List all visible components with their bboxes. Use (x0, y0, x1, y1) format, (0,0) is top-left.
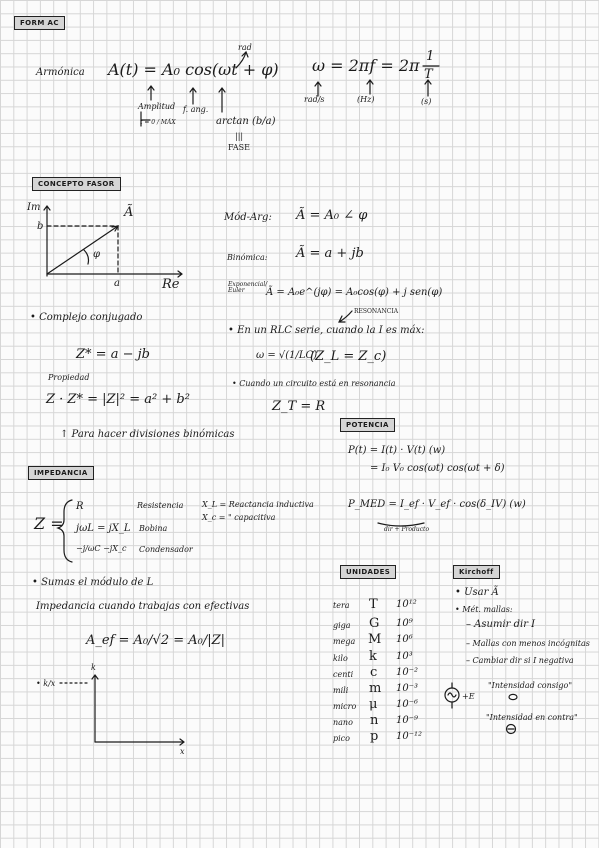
unit-power: 10⁻⁹ (396, 715, 419, 726)
mod-arg-formula: Ã = A₀ ∠ φ (296, 208, 368, 223)
tag-formulas: FORM AC (14, 16, 65, 30)
kirchhoff-b1: – Asumir dir I (466, 619, 536, 630)
unit-rad: rad/s (304, 95, 325, 104)
aef-formula: A_ef = A₀/√2 = A₀/|Z| (86, 633, 226, 648)
mod-arg-label: Mód-Arg: (224, 212, 272, 223)
unit-name: mili (333, 686, 349, 695)
power-instant: P(t) = I(t) · V(t) (w) (348, 445, 446, 456)
impedance-expr-r: R (76, 501, 84, 512)
unit-power: 10⁻³ (396, 683, 419, 694)
unit-power: 10¹² (396, 599, 417, 610)
kirchhoff-b2: – Mallas con menos incógnitas (466, 639, 590, 648)
exp-formula: Ã = A₀e^(jφ) = A₀cos(φ) + j sen(φ) (266, 287, 443, 298)
unit-symbol: c (370, 665, 378, 680)
freq-label: f. ang. (183, 105, 209, 114)
impedance-effective-note: Impedancia cuando trabajas con efectivas (36, 601, 250, 612)
harmonic-formula: A(t) = A₀ cos(ωt + φ) (108, 60, 279, 79)
k-axis-label: k (91, 663, 96, 672)
zt-formula: Z_T = R (272, 399, 326, 414)
phi-label: φ (93, 249, 101, 260)
quote-consigo: "Intensidad consigo" (488, 681, 573, 690)
unit-name: tera (333, 601, 350, 610)
unit-symbol: p (370, 729, 379, 744)
unit-name: micro (333, 702, 357, 711)
zl-zc: (Z_L = Z_c) (310, 349, 387, 364)
unit-symbol: M (368, 632, 382, 647)
impedance-expr-l: jωL = jX_L (76, 523, 131, 534)
source-label: +E (462, 692, 475, 701)
quote-en-contra: "Intensidad en contra" (486, 713, 578, 722)
axis-im-label: Im (27, 202, 41, 213)
unit-symbol: G (369, 616, 380, 631)
conjugate-title: • Complejo conjugado (30, 312, 143, 323)
a-label: a (114, 278, 120, 289)
sum-note: • Sumas el módulo de L (32, 577, 154, 588)
conjugate-identity: Z · Z* = |Z|² = a² + b² (46, 392, 190, 407)
unit-power: 10⁻¹² (396, 731, 423, 742)
unit-symbol: m (369, 681, 382, 696)
unit-power: 10⁹ (396, 618, 413, 629)
omega-formula: ω = 2πf = 2π (312, 56, 420, 75)
unit-name: nano (333, 718, 353, 727)
unit-symbol: μ (369, 697, 378, 712)
tag-kirchhoff: Kirchoff (453, 565, 500, 579)
binomial-label: Binómica: (227, 253, 268, 262)
tag-units: UNIDADES (340, 565, 396, 579)
unit-power: 10⁻² (396, 667, 419, 678)
unit-name: centi (333, 670, 354, 679)
unit-power: 10⁻⁶ (396, 699, 419, 710)
unit-hz: (Hz) (357, 95, 375, 104)
kirchhoff-mesh: • Mét. mallas: (455, 605, 513, 614)
tag-impedance: IMPEDANCIA (28, 466, 94, 480)
omega-res: ω = √(1/LC) (256, 350, 318, 361)
phase-label: FASE (228, 143, 250, 152)
phase-mark: ||| (235, 132, 244, 141)
phase-note: arctan (b/a) (216, 116, 276, 127)
b-label: b (37, 221, 44, 232)
xc-note: X_c = " capacitiva (202, 513, 276, 522)
property-label: Propiedad (48, 373, 90, 382)
unit-symbol: k (369, 649, 377, 664)
unit-name: pico (333, 734, 350, 743)
resonance-label: RESONANCIA (354, 308, 399, 315)
kirchhoff-use: • Usar Ã (455, 587, 499, 598)
amplitude-sub: t = 0 / MÁX (140, 119, 176, 126)
unit-power: 10³ (396, 651, 413, 662)
unit-name: mega (333, 637, 356, 646)
power-average-sub: dir + Producto (384, 526, 430, 533)
impedance-name-r: Resistencia (137, 501, 184, 510)
kirchhoff-b3: – Cambiar dir si I negativa (466, 656, 574, 665)
tag-power: POTENCIA (340, 418, 395, 432)
rlc-note: • En un RLC serie, cuando la I es máx: (228, 325, 425, 336)
vector-label: Ã (124, 205, 134, 220)
unit-symbol: n (370, 713, 379, 728)
tag-phasor: CONCEPTO FASOR (32, 177, 121, 191)
amplitude-label: Amplitud (138, 102, 176, 111)
xl-note: X_L = Reactancia inductiva (202, 500, 314, 509)
unit-name: giga (333, 621, 351, 630)
conjugate-formula: Z* = a − jb (76, 347, 150, 362)
conjugate-note: ↑ Para hacer divisiones binómicas (60, 429, 235, 440)
impedance-name-c: Condensador (139, 545, 193, 554)
circuit-note: • Cuando un circuito está en resonancia (232, 379, 396, 388)
omega-frac-num: 1 (426, 49, 435, 64)
x-axis-label: x (180, 747, 185, 756)
harmonic-label: Armónica (36, 67, 85, 78)
unit-power: 10⁶ (396, 634, 413, 645)
impedance-name-l: Bobina (139, 524, 168, 533)
rad-note: rad (238, 43, 252, 52)
unit-symbol: T (369, 597, 378, 612)
k-over-x: • k/x (36, 679, 56, 688)
binomial-formula: Ã = a + jb (296, 246, 364, 261)
unit-name: kilo (333, 654, 348, 663)
power-average: P_MED = I_ef · V_ef · cos(δ_IV) (w) (348, 499, 526, 510)
omega-frac-den: T (424, 67, 433, 82)
axis-re-label: Re (162, 277, 180, 292)
impedance-z: Z = (34, 514, 64, 533)
impedance-expr-c: −j/ωC −jX_c (76, 544, 127, 553)
power-instant-expanded: = I₀ V₀ cos(ωt) cos(ωt + δ) (370, 463, 505, 474)
unit-s: (s) (421, 97, 432, 106)
exp-label: Exponencial/ Euler (228, 281, 268, 294)
